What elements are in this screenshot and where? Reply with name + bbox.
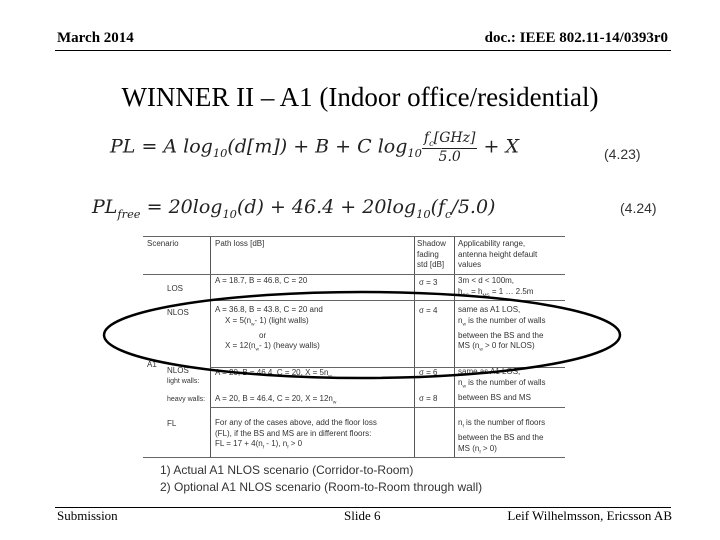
scenario-notes [160, 463, 482, 494]
equation-number-4-24: (4.24) [620, 200, 657, 216]
scenario-group-a1: A1 [147, 360, 157, 369]
header-doc-id: doc.: IEEE 802.11-14/0393r0 [484, 30, 668, 46]
row-nlos2-shadow-light: σ = 6 [419, 368, 438, 377]
slide-title: WINNER II – A1 (Indoor office/residential) [121, 82, 599, 112]
row-nlos-range: same as A1 LOS, $n_w$ is the number of walls between the BS and the MS ($n_w > 0$ for NLOS) [458, 305, 546, 353]
row-nlos-scenario: NLOS [167, 308, 189, 317]
row-nlos2-light-label: light walls: [167, 378, 200, 385]
note-item: 2) Optional A1 NLOS scenario (Room-to-Room through wall) [160, 480, 483, 494]
table-header-shadow: Shadow fading std [dB] [417, 239, 446, 269]
table-header-pathloss: Path loss [dB] [215, 239, 265, 248]
row-los-shadow: σ = 3 [419, 278, 438, 287]
footer-submission: Submission [57, 508, 118, 523]
row-fl-scenario: FL [167, 419, 177, 428]
row-los-range: 3m < d < 100m, $h_{BS} = h_{MS} = 1$ … 2.5m [458, 276, 534, 299]
row-nlos-pathloss: A = 36.8, B = 43.8, C = 20 and $X = 5(n_w-$ 1) (light walls) or $X = 12(n_w-$ 1) (heavy walls) [215, 305, 323, 353]
equation-number-4-23: (4.23) [604, 146, 641, 162]
row-los-pathloss: A = 18.7, B = 46.8, C = 20 [215, 276, 308, 285]
row-nlos2-scenario: NLOS [167, 366, 189, 375]
equation-4-24: $PL_{free} = 20\log_{10}(d) + 46.4 + 20\log_{10}(f_c/5.0)$ [92, 196, 496, 221]
row-nlos2-pathloss-light: A = 20, B = 46.4, C = 20, $X = 5n_w$ [215, 368, 332, 380]
equation-4-23: PL = A $\log_{10}(d[m]) + B + C$ $\log_{10}$ $\frac{f_c[GHz]}{5.0}$ + X [110, 130, 520, 165]
row-nlos2-range: same as A1 LOS, $n_w$ is the number of walls between BS and MS [458, 367, 546, 402]
row-nlos-shadow: σ = 4 [419, 306, 438, 315]
row-fl-pathloss: For any of the cases above, add the floor loss (FL), if the BS and MS are in different floors: FL = $17 + 4(n_f - 1)$, $n_f > 0$ [215, 418, 377, 451]
row-nlos2-heavy-label: heavy walls: [167, 396, 206, 403]
row-fl-range: $n_f$ is the number of floors between the BS and the MS $(n_f > 0)$ [458, 418, 546, 456]
table-header-range: Applicability range, antenna height default values [458, 239, 538, 269]
row-los-scenario: LOS [167, 284, 184, 293]
row-nlos2-pathloss-heavy: A = 20, B = 46.4, C = 20, $X = 12n_w$ [215, 394, 337, 406]
footer-author: Leif Wilhelmsson, Ericsson AB [507, 508, 672, 523]
row-nlos2-shadow-heavy: σ = 8 [419, 394, 438, 403]
table-header-scenario: Scenario [147, 239, 179, 248]
note-item: 1) Actual A1 NLOS scenario (Corridor-to-Room) [160, 463, 414, 477]
footer-slide-number: Slide 6 [344, 508, 381, 523]
header-date: March 2014 [57, 30, 134, 46]
